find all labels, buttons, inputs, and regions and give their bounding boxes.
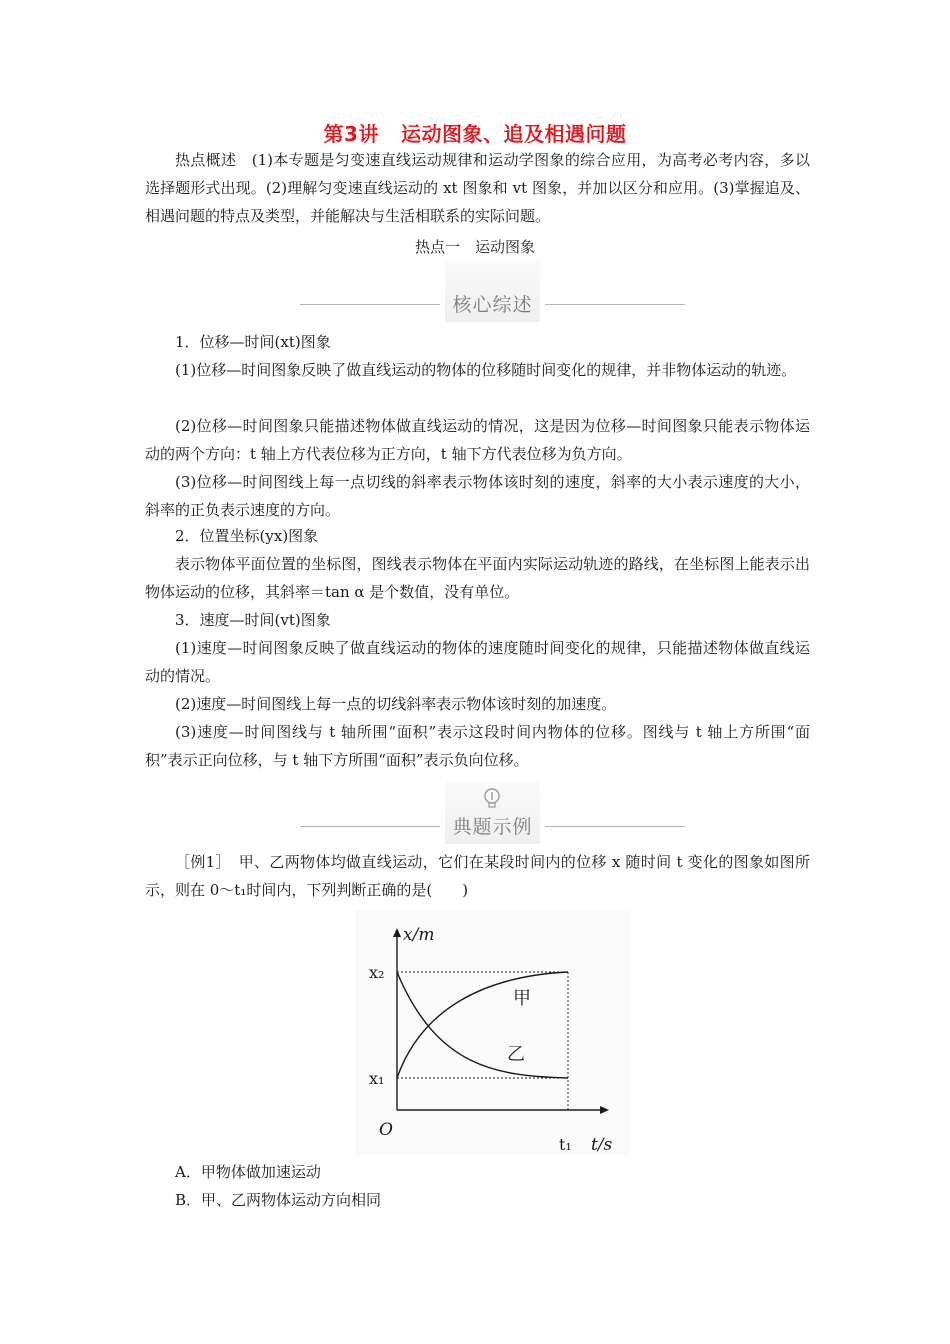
section-heading-yx: 2．位置坐标(yx)图象	[175, 527, 319, 545]
paragraph-xt-2: (2)位移—时间图象只能描述物体做直线运动的情况，这是因为位移—时间图象只能表示物体运动的两个方向：t 轴上方代表位移为正方向，t 轴下方代表位移为负方向。	[145, 417, 810, 463]
option-b: B．甲、乙两物体运动方向相同	[175, 1191, 382, 1209]
paragraph-vt-1: (1)速度—时间图象反映了做直线运动的物体的速度随时间变化的规律，只能描述物体做直线运动的情况。	[145, 639, 810, 685]
section-banner-example	[300, 782, 685, 844]
section-heading-xt: 1．位移—时间(xt)图象	[175, 333, 331, 351]
x-axis-label: t/s	[591, 1135, 613, 1155]
tick-label-x1: x₁	[369, 1069, 385, 1088]
example-question: ［例1］ 甲、乙两物体均做直线运动，它们在某段时间内的位移 x 随时间 t 变化的图象如图所示，则在 0～t₁时间内，下列判断正确的是( )	[145, 853, 810, 899]
x-axis-arrow	[393, 928, 401, 937]
option-a: A．甲物体做加速运动	[175, 1163, 321, 1181]
section-heading-vt: 3．速度—时间(vt)图象	[175, 611, 331, 629]
paragraph-yx-1: 表示物体平面位置的坐标图，图线表示物体在平面内实际运动轨迹的路线，在坐标图上能表示出物体运动的位移，其斜率＝tan α 是个数值，没有单位。	[145, 555, 810, 601]
lightbulb-icon	[480, 786, 504, 810]
t-axis-arrow	[600, 1106, 609, 1114]
series-yi-line	[397, 972, 568, 1078]
series-label-yi: 乙	[507, 1044, 525, 1065]
xt-graph-figure	[355, 910, 630, 1155]
paragraph-xt-3: (3)位移—时间图线上每一点切线的斜率表示物体该时刻的速度，斜率的大小表示速度的大小，斜率的正负表示速度的方向。	[145, 473, 810, 519]
title-topic: 运动图象、追及相遇问题	[400, 122, 627, 146]
title-lecture-number: 第3讲	[323, 122, 379, 146]
xt-graph	[355, 910, 630, 1155]
paragraph-vt-2: (2)速度—时间图线上每一点的切线斜率表示物体该时刻的加速度。	[175, 695, 617, 713]
origin-label: O	[379, 1120, 393, 1140]
paragraph-xt-1: (1)位移—时间图象反映了做直线运动的物体的位移随时间变化的规律，并非物体运动的轨迹。	[175, 361, 797, 379]
intro-paragraph: 热点概述 (1)本专题是匀变速直线运动规律和运动学图象的综合应用，为高考必考内容，多以选择题形式出现。(2)理解匀变速直线运动的 xt 图象和 vt 图象，并加以区分和应用。(3)掌握追及、相遇问题的特点及类型，并能解决与生活相联系的实际问题。	[145, 151, 810, 225]
series-jia-line	[397, 972, 568, 1078]
banner-label: 典题示例	[452, 816, 533, 838]
y-axis-label: x/m	[403, 925, 435, 945]
page-title	[0, 118, 950, 147]
paragraph-vt-3: (3)速度—时间图线与 t 轴所围“面积”表示这段时间内物体的位移。图线与 t 轴上方所围“面积”表示正向位移，与 t 轴下方所围“面积”表示负向位移。	[145, 723, 810, 769]
series-label-jia: 甲	[513, 988, 531, 1009]
section-banner-core	[300, 260, 685, 322]
tick-label-t1: t₁	[559, 1135, 572, 1154]
banner-label: 核心综述	[452, 294, 533, 316]
tick-label-x2: x₂	[369, 963, 385, 982]
hotspot-heading: 热点一 运动图象	[414, 238, 535, 256]
